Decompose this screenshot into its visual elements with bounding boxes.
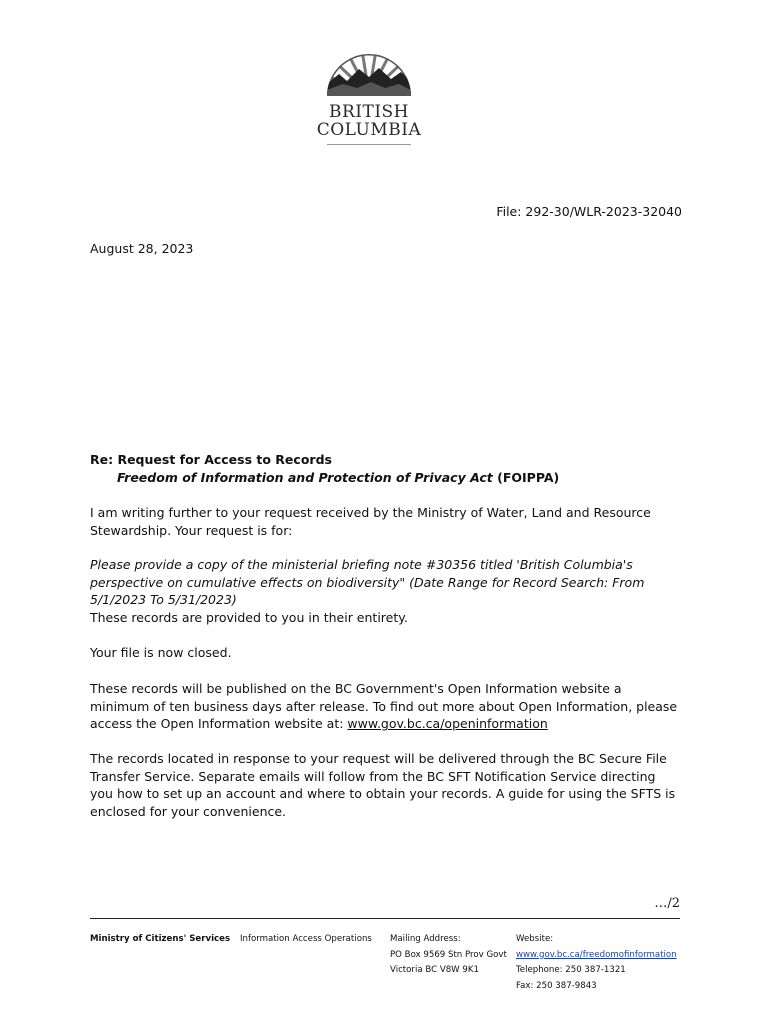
open-information-link[interactable]: www.gov.bc.ca/openinformation [347, 716, 548, 732]
paragraph-file-closed: Your file is now closed. [90, 645, 232, 660]
logo-text-columbia: COLUMBIA [316, 120, 422, 140]
subject-line: Re: Request for Access to Records [90, 452, 332, 467]
act-name: Freedom of Information and Protection of Privacy Act [117, 470, 493, 485]
file-reference: File: 292-30/WLR-2023-32040 [496, 204, 682, 219]
footer-office: Information Access Operations [240, 934, 372, 944]
footer-mailing-line1: PO Box 9569 Stn Prov Govt [390, 950, 507, 960]
paragraph-open-information [90, 680, 682, 733]
paragraph-request-text: Please provide a copy of the ministerial briefing note #30356 titled 'British Columbia's perspective on cumulative effects on biodiversity" (Date Range for Record Search: From 5/1/2023 To 5/31/2023) [90, 557, 645, 608]
paragraph-sft-service: The records located in response to your request will be delivered through the BC Secure File Transfer Service. Separate emails will follow from the BC SFT Notification Service directing you how to set up an account and where to obtain your records. A guide for using the SFTS is enclosed for your convenience. [90, 751, 676, 819]
footer-website-label: Website: [516, 934, 554, 944]
footer-mailing-label: Mailing Address: [390, 934, 461, 944]
footer-divider [90, 918, 680, 919]
act-abbrev: (FOIPPA) [492, 470, 560, 485]
footer-fax: Fax: 250 387-9843 [516, 981, 597, 991]
sunburst-mountains-icon [313, 44, 425, 104]
paragraph-entirety: These records are provided to you in their entirety. [90, 610, 408, 625]
subject-act [117, 469, 677, 487]
footer-mailing-line2: Victoria BC V8W 9K1 [390, 965, 479, 975]
logo-text-british: BRITISH [328, 102, 410, 122]
footer-website-link[interactable]: www.gov.bc.ca/freedomofinformation [516, 950, 677, 960]
letter-date: August 28, 2023 [90, 241, 194, 256]
paragraph-request-intro: I am writing further to your request received by the Ministry of Water, Land and Resource Stewardship. Your request is for: [90, 505, 651, 538]
footer-telephone: Telephone: 250 387-1321 [516, 965, 626, 975]
page-indicator: …/2 [654, 896, 680, 911]
logo-divider [327, 144, 411, 145]
bc-government-logo [313, 44, 425, 148]
footer-ministry: Ministry of Citizens' Services [90, 934, 231, 944]
open-info-text: These records will be published on the BC Government's Open Information website a minimum of ten business days after release. To find out more about Open Information, please access the Open Information website at: [90, 681, 678, 732]
